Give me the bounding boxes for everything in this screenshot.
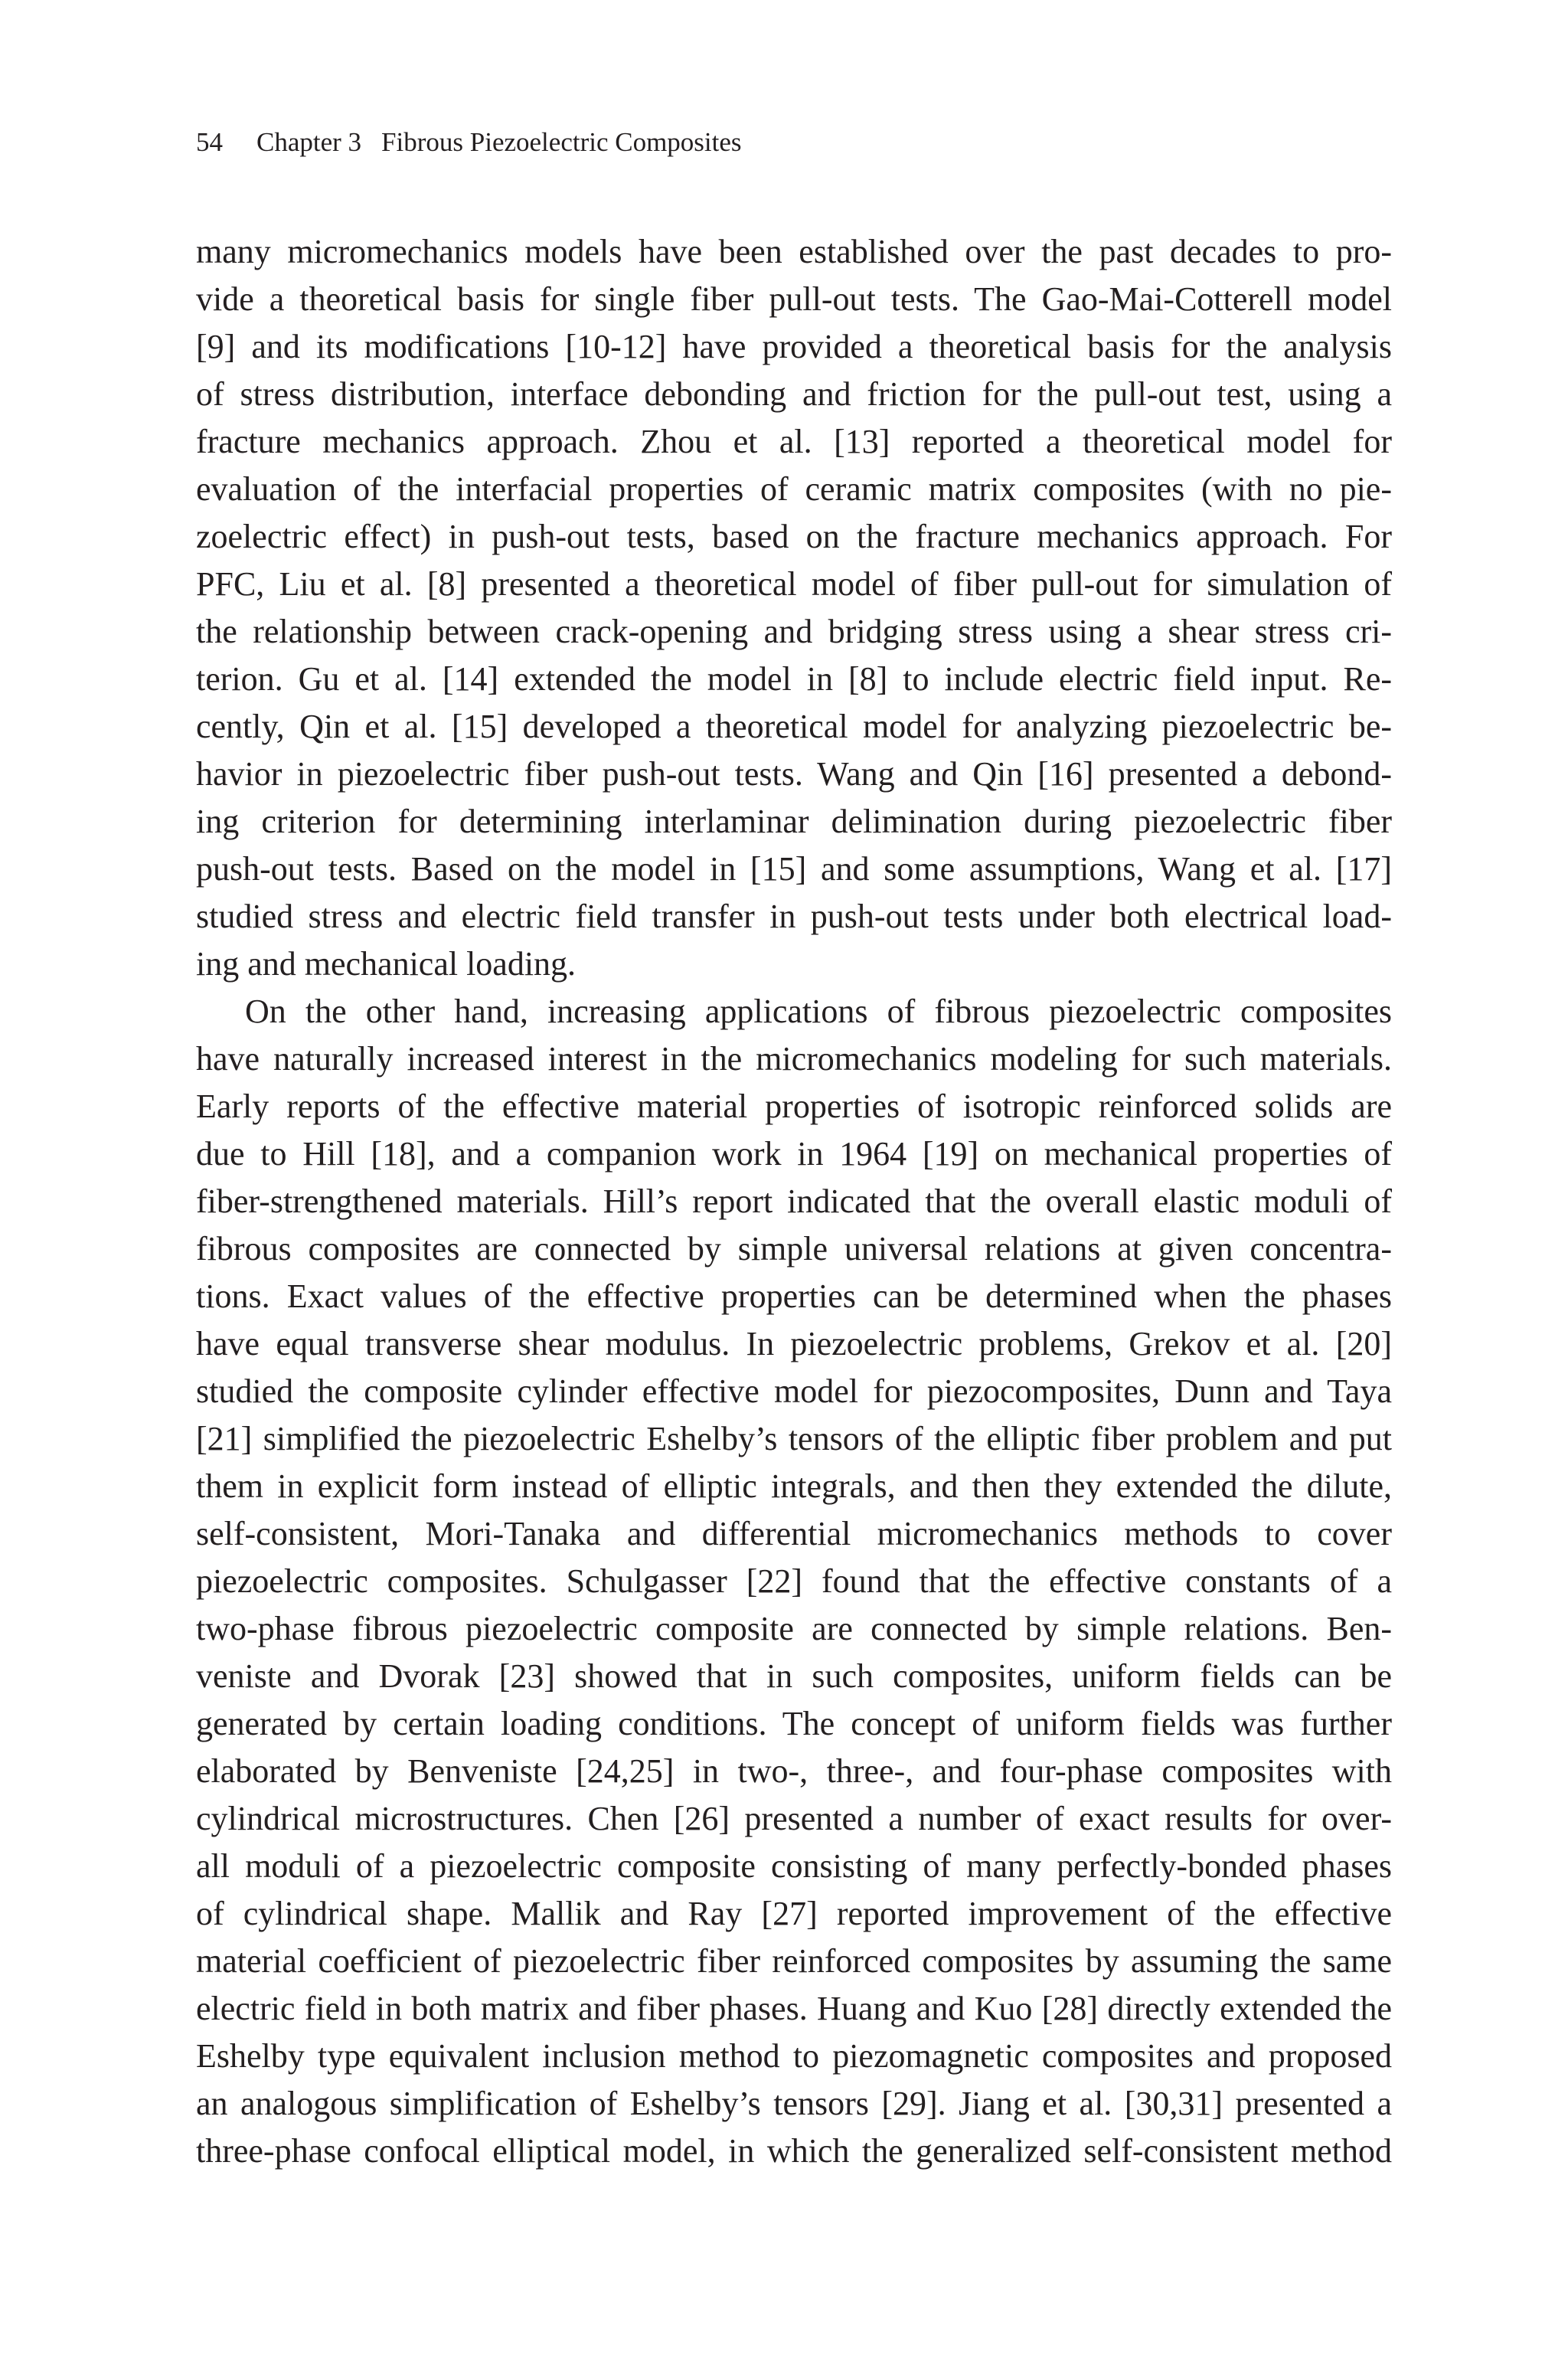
text-line: electric field in both matrix and fiber phases. Huang and Kuo [28] directly extended the [196, 1990, 1392, 2027]
text-line: ing and mechanical loading. [196, 945, 577, 983]
text-line: cently, Qin et al. [15] developed a theoretical model for analyzing piezoelectric be- [196, 708, 1392, 745]
text-line: self-consistent, Mori-Tanaka and differential micromechanics methods to cover [196, 1515, 1392, 1552]
text-line: vide a theoretical basis for single fiber pull-out tests. The Gao-Mai-Cotterell model [196, 280, 1392, 318]
page-number: 54 [196, 127, 223, 157]
text-line: fracture mechanics approach. Zhou et al. [13] reported a theoretical model for [196, 423, 1392, 460]
text-line: due to Hill [18], and a companion work in 1964 [19] on mechanical properties of [196, 1135, 1392, 1173]
text-line: the relationship between crack-opening and bridging stress using a shear stress cri- [196, 613, 1392, 650]
text-line: Eshelby type equivalent inclusion method to piezomagnetic composites and proposed [196, 2037, 1392, 2075]
paragraph-1 [196, 228, 1392, 988]
text-line: them in explicit form instead of elliptic integrals, and then they extended the dilute, [196, 1467, 1392, 1505]
text-line: zoelectric effect) in push-out tests, based on the fracture mechanics approach. For [196, 518, 1392, 555]
text-line: two-phase fibrous piezoelectric composite are connected by simple relations. Ben- [196, 1610, 1392, 1647]
text-line: studied stress and electric field transfer in push-out tests under both electrical load- [196, 898, 1392, 935]
text-line: cylindrical microstructures. Chen [26] presented a number of exact results for over- [196, 1800, 1392, 1837]
text-line: [21] simplified the piezoelectric Eshelby’s tensors of the elliptic fiber problem and put [196, 1420, 1392, 1457]
paragraph-2 [196, 988, 1392, 2175]
running-head [196, 126, 742, 159]
text-line: tions. Exact values of the effective properties can be determined when the phases [196, 1277, 1392, 1315]
text-line: of cylindrical shape. Mallik and Ray [27] reported improvement of the effective [196, 1895, 1392, 1932]
text-line: ing criterion for determining interlaminar delimination during piezoelectric fiber [196, 803, 1392, 840]
text-line: PFC, Liu et al. [8] presented a theoretical model of fiber pull-out for simulation of [196, 565, 1392, 603]
text-line: havior in piezoelectric fiber push-out tests. Wang and Qin [16] presented a debond- [196, 755, 1392, 793]
text-line: fibrous composites are connected by simple universal relations at given concentra- [196, 1230, 1392, 1268]
text-line: three-phase confocal elliptical model, in which the generalized self-consistent method [196, 2132, 1392, 2170]
text-line: elaborated by Benveniste [24,25] in two-, three-, and four-phase composites with [196, 1752, 1392, 1790]
text-line: fiber-strengthened materials. Hill’s report indicated that the overall elastic moduli of [196, 1182, 1392, 1220]
text-line: [9] and its modifications [10-12] have provided a theoretical basis for the analysis [196, 328, 1392, 365]
text-line: all moduli of a piezoelectric composite consisting of many perfectly-bonded phases [196, 1847, 1392, 1885]
text-line: have equal transverse shear modulus. In piezoelectric problems, Grekov et al. [20] [196, 1325, 1392, 1362]
chapter-title: Fibrous Piezoelectric Composites [381, 127, 742, 157]
text-line: have naturally increased interest in the micromechanics modeling for such materials. [196, 1040, 1392, 1078]
text-line: push-out tests. Based on the model in [15] and some assumptions, Wang et al. [17] [196, 850, 1392, 888]
text-line: evaluation of the interfacial properties of ceramic matrix composites (with no pie- [196, 470, 1392, 508]
text-line: of stress distribution, interface debonding and friction for the pull-out test, using a [196, 375, 1392, 413]
text-line: terion. Gu et al. [14] extended the model in [8] to include electric field input. Re- [196, 660, 1392, 698]
body-text [196, 228, 1392, 2175]
text-line: many micromechanics models have been established over the past decades to pro- [196, 233, 1392, 270]
text-line: an analogous simplification of Eshelby’s tensors [29]. Jiang et al. [30,31] presented a [196, 2085, 1392, 2122]
text-line: studied the composite cylinder effective model for piezocomposites, Dunn and Taya [196, 1372, 1392, 1410]
text-line: On the other hand, increasing applications of fibrous piezoelectric composites [245, 993, 1392, 1030]
text-line: piezoelectric composites. Schulgasser [22] found that the effective constants of a [196, 1562, 1392, 1600]
text-line: material coefficient of piezoelectric fiber reinforced composites by assuming the same [196, 1942, 1392, 1980]
text-line: Early reports of the effective material properties of isotropic reinforced solids are [196, 1088, 1392, 1125]
chapter-label: Chapter 3 [256, 127, 362, 157]
text-line: generated by certain loading conditions. The concept of uniform fields was further [196, 1705, 1392, 1742]
text-line: veniste and Dvorak [23] showed that in such composites, uniform fields can be [196, 1657, 1392, 1695]
